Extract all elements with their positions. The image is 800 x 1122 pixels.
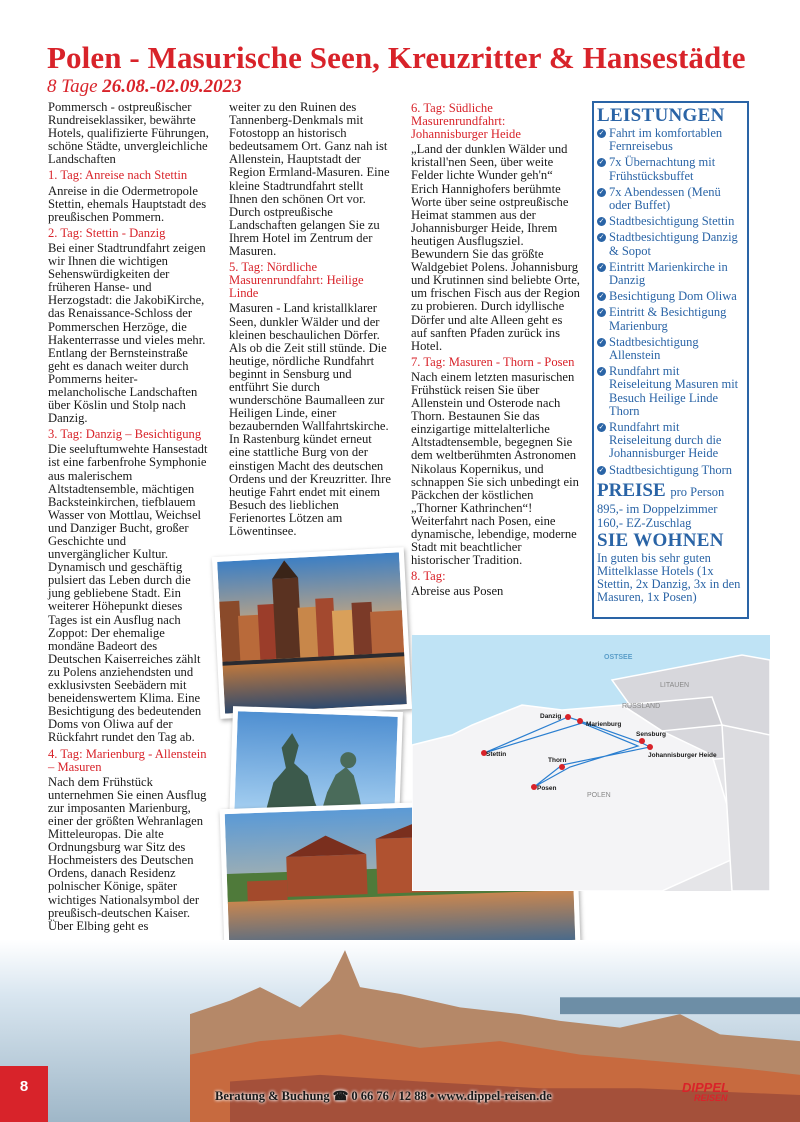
text-column-1	[48, 101, 210, 936]
map-city-label: Marienburg	[586, 721, 622, 728]
prices-title: PREISE	[597, 479, 666, 501]
city-marker-thorn	[559, 764, 565, 770]
check-icon: ✓	[598, 423, 605, 432]
check-icon: ✓	[598, 367, 605, 376]
day4-heading: 4. Tag: Marienburg - Allenstein – Masuren	[48, 746, 207, 774]
svg-text:DIPPEL: DIPPEL	[682, 1080, 729, 1095]
map-label-sea: OSTSEE	[604, 654, 633, 661]
day2-heading: 2. Tag: Stettin - Danzig	[48, 225, 166, 240]
map-city-label: Danzig	[540, 713, 562, 720]
leistungen-heading: LEISTUNGEN	[597, 105, 725, 126]
service-item	[597, 261, 744, 287]
check-icon: ✓	[598, 233, 605, 242]
intro-text: Pommersch - ostpreußischer Rundreiseklassiker, bewährte Hotels, qualifizierte Führungen, schöne Städte, unvergleichliche Landschaften	[48, 100, 209, 167]
day4-continued-text: weiter zu den Ruinen des Tannenberg-Denkmals mit Fotostopp an historisch bedeutsamem Ort. Ganz nah ist Allenstein, Hauptstadt der Region Ermland-Masuren. Eine kleine Stadtrundfahrt stellt Ihnen den schönen Ort vor. Durch ostpreußische Landschaften gelangen Sie zu Ihrem Hotel im Zentrum der Masuren.	[229, 100, 390, 259]
service-item	[597, 290, 744, 303]
service-item	[597, 186, 744, 212]
service-label: Stadtbesichtigung Allenstein	[609, 334, 699, 363]
day6-text: „Land der dunklen Wälder und kristall'nen Seen, über weite Felder lichte Wunder geh'n“ Erich Hannighofers berühmte Worte über seine ostpreußische Heimat stammen aus der Johannisburger Heide, Ihrem heutigen Ausflugsziel. Bewundern Sie das größte Waldgebiet Polens. Johannisburg und Krutinnen sind beliebte Orte, um frischen Fisch aus der Region zu probieren. Durch idyllische Dörfer und alte Alleen geht es auf sanften Pfaden zurück ins Hotel.	[411, 142, 580, 353]
accommodation-text: In guten bis sehr guten Mittelklasse Hotels (1x Stettin, 2x Danzig, 3x in den Masuren, 1x Posen)	[597, 550, 741, 605]
service-item	[597, 215, 744, 228]
check-icon: ✓	[598, 465, 605, 474]
day8-heading: 8. Tag:	[411, 569, 446, 584]
check-icon: ✓	[598, 337, 605, 346]
day4-text: Nach dem Frühstück unternehmen Sie einen Ausflug zur imposanten Marienburg, einer der größten Wehranlagen Mitteleuropas. Die alte Ordnungsburg war Sitz des Hochmeisters des Deutschen Ordens, danach Residenz polnischer Könige, später wichtiges Nationalsymbol der preußisch-deutschen Kaiser. Über Elbing geht es	[48, 774, 207, 933]
day6-heading: 6. Tag: Südliche Masurenrundfahrt: Johannisburger Heide	[411, 101, 521, 142]
service-label: Stadtbesichtigung Stettin	[609, 214, 735, 229]
service-item	[597, 231, 744, 257]
service-label: Besichtigung Dom Oliwa	[609, 289, 737, 304]
map-city-label: Johannisburger Heide	[648, 752, 717, 759]
service-label: 7x Abendessen (Menü oder Buffet)	[609, 184, 721, 213]
service-item	[597, 156, 744, 182]
map-city-label: Posen	[537, 785, 557, 792]
text-column-3	[411, 101, 581, 601]
city-marker-johannisburger-heide	[647, 744, 653, 750]
map-label-lithuania: LITAUEN	[660, 682, 690, 689]
service-label: 7x Übernachtung mit Frühstücksbuffet	[609, 155, 716, 183]
service-item	[597, 127, 744, 153]
day3-heading: 3. Tag: Danzig – Besichtigung	[48, 427, 202, 442]
prices-subtitle: pro Person	[670, 484, 725, 499]
svg-text:REISEN: REISEN	[694, 1093, 728, 1102]
services-list	[597, 127, 744, 477]
accommodation-heading: SIE WOHNEN	[597, 529, 724, 551]
check-icon: ✓	[598, 187, 605, 196]
check-icon: ✓	[598, 217, 605, 226]
price-double-room: 895,- im Doppelzimmer	[597, 501, 718, 516]
map-label-poland: POLEN	[587, 792, 611, 799]
service-label: Eintritt & Besichtigung Marienburg	[609, 305, 727, 333]
service-label: Eintritt Marienkirche in Danzig	[609, 259, 728, 288]
day5-text: Masuren - Land kristallklarer Seen, dunkler Wälder und der kleinen beschaulichen Dörfer. Als ob die Zeit still stünde. Die heutige, nördliche Rundfahrt beginnt in Sensburg und entführt Sie durch wunderschöne Baumalleen zur Heiligen Linde, einer bezaubernden Wallfahrtskirche. In Rastenburg kündet erneut eine stattliche Burg von der einstigen Macht des deutschen Ordens und der Kreuzritter. Ihre heutige Fahrt endet mit einem Besuch des lieblichen Ferienortes Lötzen am Löwentinsee.	[229, 301, 391, 538]
map-city-label: Sensburg	[636, 731, 666, 738]
map-city-label: Thorn	[548, 757, 567, 764]
trip-dates: 26.08.-02.09.2023	[102, 76, 242, 97]
price-single-supplement: 160,- EZ-Zuschlag	[597, 515, 692, 530]
day8-text: Abreise aus Posen	[411, 584, 504, 599]
page-number: 8	[0, 1066, 48, 1122]
city-marker-sensburg	[639, 738, 645, 744]
check-icon: ✓	[598, 262, 605, 271]
city-marker-marienburg	[577, 718, 583, 724]
services-box	[592, 101, 749, 619]
service-item	[597, 464, 744, 477]
service-item	[597, 306, 744, 332]
text-column-2	[229, 101, 394, 541]
service-item	[597, 421, 744, 461]
prices-heading	[597, 480, 744, 502]
check-icon: ✓	[598, 292, 605, 301]
check-icon: ✓	[598, 158, 605, 167]
route-map	[412, 635, 770, 891]
day3-text: Die seeluftumwehte Hansestadt ist eine farbenfrohe Symphonie aus malerischem Altstadtensemble, mächtigen Backsteinkirchen, tiefblauem Wasser von Mottlau, Weichsel und Danziger Bucht, großer Geschichte und unvergänglicher Kultur. Dynamisch und geschäftig pulsiert das Leben durch die jung gebliebene Stadt. Ein weiterer Höhepunkt dieses Tages ist ein Ausflug nach Zoppot: Der ehemalige mondäne Badeort des Deutschen Kaiserreiches zählt zu Polens anziehendsten und exklusivsten Seebädern mit beneidenswertem Klima. Eine Besichtigung des bedeutenden Doms von Oliwa auf der Rückfahrt rundet den Tag ab.	[48, 442, 208, 745]
service-label: Rundfahrt mit Reiseleitung Masuren mit Besuch Heilige Linde Thorn	[609, 364, 739, 418]
map-city-label: Stettin	[486, 751, 507, 758]
danzig-photo	[212, 547, 412, 719]
service-label: Stadtbesichtigung Thorn	[609, 462, 733, 477]
dippel-reisen-logo	[678, 1076, 762, 1102]
check-icon: ✓	[598, 308, 605, 317]
day2-text: Bei einer Stadtrundfahrt zeigen wir Ihnen die wichtigen Sehenswürdigkeiten der früheren Hanse- und Herzogstadt: die JakobiKirche, das Renaissance-Schloss der Pommerschen Herzöge, die Hakenterrasse und vieles mehr. Entlang der Bernsteinstraße geht es danach weiter durch Pommerns heiter-melancholische Landschaften über Köslin und Stolp nach Danzig.	[48, 240, 206, 426]
day5-heading: 5. Tag: Nördliche Masurenrundfahrt: Heilige Linde	[229, 260, 364, 301]
page-title: Polen - Masurische Seen, Kreuzritter & Hansestädte	[47, 40, 746, 75]
day1-heading: 1. Tag: Anreise nach Stettin	[48, 168, 188, 183]
city-marker-danzig	[565, 714, 571, 720]
day7-text: Nach einem letzten masurischen Frühstück reisen Sie über Allenstein und Osterode nach Thorn. Bestaunen Sie das einzigartige mittelalterliche Altstadtensemble, begegnen Sie dem weltberühmten Astronomen Nikolaus Kopernikus, und schnappen Sie sich unbedingt ein Päckchen der köstlichen „Thorner Kathrinchen“! Weiterfahrt nach Posen, eine dynamische, lebendige, moderne Stadt mit beachtlicher historischer Tradition.	[411, 369, 579, 568]
service-label: Rundfahrt mit Reiseleitung durch die Johannisburger Heide	[609, 420, 722, 461]
service-item	[597, 365, 744, 418]
service-label: Stadtbesichtigung Danzig & Sopot	[609, 230, 738, 258]
day7-heading: 7. Tag: Masuren - Thorn - Posen	[411, 354, 575, 369]
service-item	[597, 336, 744, 362]
contact-line: Beratung & Buchung ☎ 0 66 76 / 12 88 • www.dippel-reisen.de	[215, 1089, 552, 1103]
map-label-russia: RUSSLAND	[622, 703, 661, 710]
service-label: Fahrt im komfortablen Fernreisebus	[609, 126, 723, 154]
check-icon: ✓	[598, 129, 605, 137]
trip-subtitle	[47, 76, 242, 98]
day1-text: Anreise in die Odermetropole Stettin, ehemals Hauptstadt des preußischen Pommern.	[48, 183, 207, 224]
trip-days: 8 Tage	[47, 76, 98, 97]
